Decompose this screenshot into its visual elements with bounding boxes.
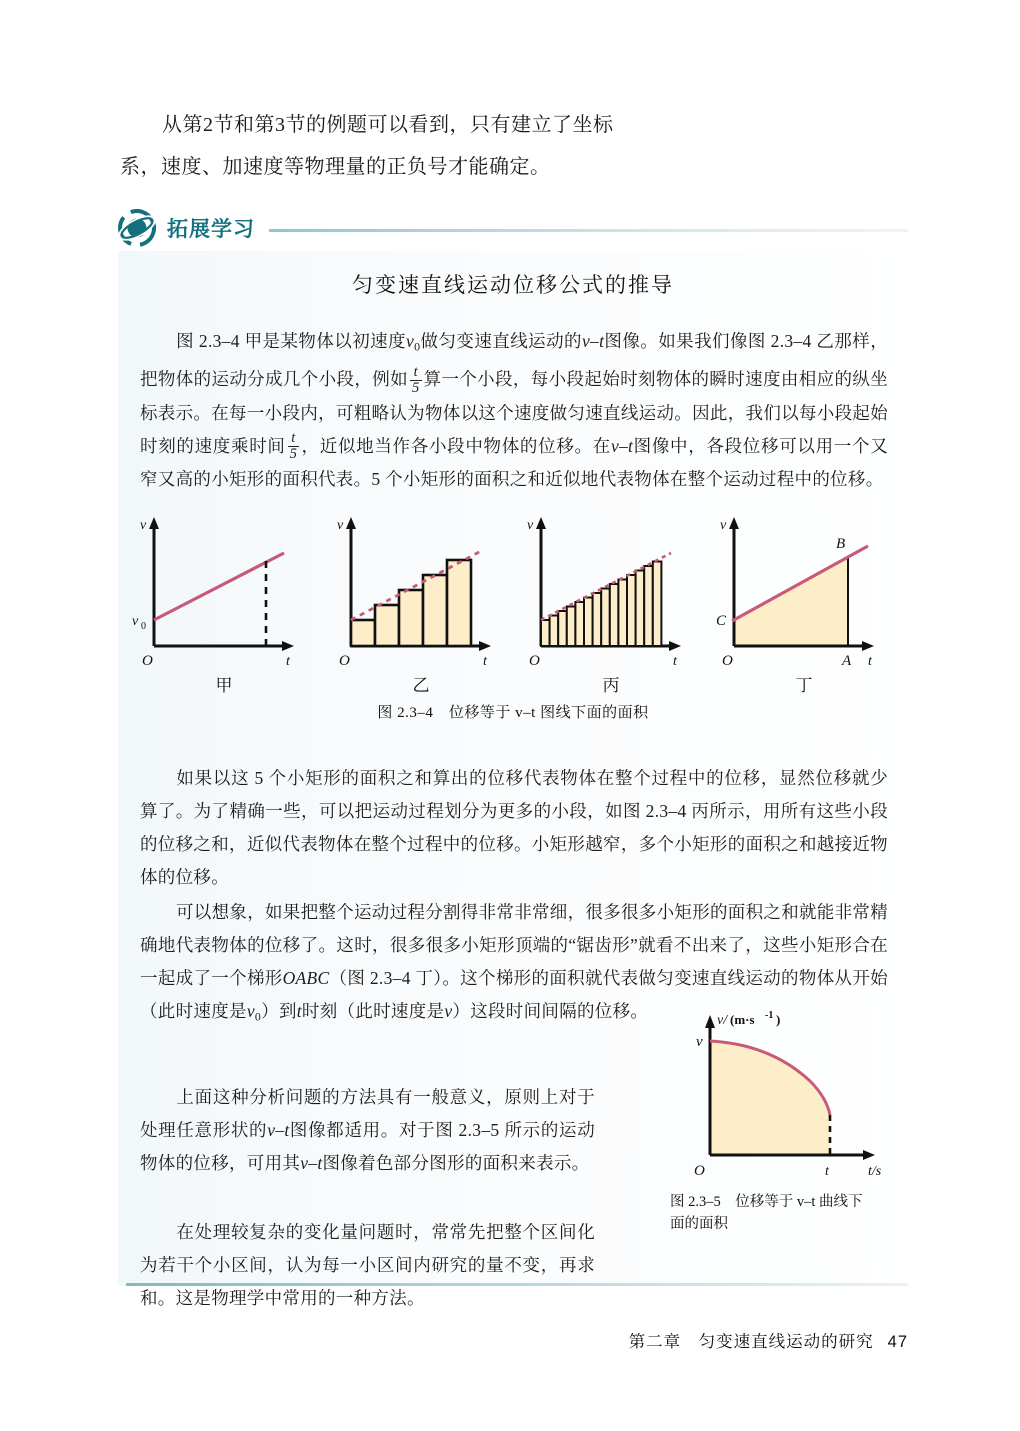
svg-text:t/s: t/s (868, 1164, 882, 1179)
footer-chapter: 第二章 匀变速直线运动的研究 (628, 1332, 874, 1351)
fraction-t-over-5-b (288, 431, 300, 462)
p1-seg-f: 图像中，各段位移可以用一个又窄又高的小矩形的面积代表。5 个小矩形的面积之和近似地代表物体在整个运动过程中的位移。 (140, 435, 888, 489)
p1-vt-1: v–t (581, 331, 605, 351)
figure-234-panel-bing (513, 513, 709, 698)
svg-text:v: v (527, 518, 534, 533)
expansion-study-section (118, 251, 908, 1308)
figure-234-strip (118, 513, 908, 698)
svg-text:t: t (825, 1164, 829, 1179)
p4-seg-a: 上面这种分析问题的方法具有一般意义，原则上对于处理任意形状的 (140, 1087, 595, 1140)
figure-235-caption-line-2: 面的面积 (670, 1216, 728, 1232)
p1-v0-sub: 0 (414, 339, 421, 354)
svg-text:B: B (836, 536, 846, 552)
p2-text: 如果以这 5 个小矩形的面积之和算出的位移代表物体在整个过程中的位移，显然位移就少算了。为了精确一些，可以把运动过程划分为更多的小段，如图 2.3–4 丙所示，用所有这些小段的位移之和，近似代表物体在整个过程中的位移。小矩形越窄，多个小矩形的面积之和越接近物体的位移。 (140, 768, 888, 887)
p1-v0: v (406, 331, 415, 351)
paragraph-1 (140, 325, 888, 496)
svg-text:t: t (868, 654, 872, 669)
p1-seg-a: 图 2.3–4 甲是某物体以初速度 (176, 331, 407, 351)
svg-text:v/: v/ (717, 1013, 728, 1028)
svg-text:0: 0 (141, 621, 146, 632)
planet-icon (118, 209, 156, 247)
figure-234-label-jia: 甲 (215, 676, 233, 695)
paragraph-4-text (140, 1081, 595, 1180)
figure-234-panel-yi (323, 513, 519, 698)
svg-text:v: v (337, 518, 344, 533)
intro-line-1-text: 从第2节和第3节的例题可以看到，只有建立了坐标 (162, 114, 614, 136)
fraction-denominator: 5 (411, 380, 420, 397)
figure-234-panel-jia (126, 513, 322, 698)
svg-text:t: t (286, 654, 290, 669)
p3-seg-b: （图 2.3–4 丁）。这个梯形的面积就代表做匀变速直线运动的物体从开始（此时速度是 (140, 968, 888, 1021)
p5-text: 在处理较复杂的变化量问题时，常常先把整个区间化为若干个小区间，认为每一小区间内研究的量不变，再求和。这是物理学中常用的一种方法。 (140, 1222, 595, 1308)
p1-seg-b: 做匀变速直线运动的 (420, 331, 582, 351)
svg-text:): ) (776, 1012, 781, 1027)
svg-text:v: v (132, 614, 139, 629)
paragraph-2-text (140, 762, 888, 894)
p1-seg-d: 算一个小段，每小段起始时刻物体的瞬时速度由相应的纵坐标表示。在每一小段内，可粗略认为物体以这个速度做匀速直线运动。因此，我们以每小段起始时刻的速度乘时间 (140, 369, 888, 456)
svg-text:t: t (673, 654, 677, 669)
figure-234-panel-ding (706, 513, 902, 698)
fraction-denominator-b: 5 (289, 446, 298, 463)
p1-seg-e: ，近似地当作各小段中物体的位移。在 (301, 435, 611, 456)
svg-text:(m·s: (m·s (730, 1012, 755, 1027)
p4-vt-1: v–t (267, 1120, 290, 1140)
paragraph-1-text (140, 325, 888, 496)
p4-seg-b: 图像都适用。对于图 2.3–5 所示的运动物体的位移，可用其 (140, 1120, 595, 1173)
svg-text:t: t (483, 654, 487, 669)
paragraph-2 (140, 762, 888, 894)
paragraph-5 (140, 1216, 595, 1315)
p3-oabc: OABC (282, 968, 330, 988)
svg-text:A: A (842, 653, 852, 669)
p3-seg-d: 时刻（此时速度是 (301, 1001, 445, 1021)
figure-235 (670, 1007, 905, 1187)
section-title: 匀变速直线运动位移公式的推导 (352, 273, 674, 297)
intro-line-1 (120, 104, 720, 146)
p3-seg-e: ）这段时间间隔的位移。 (452, 1001, 649, 1021)
svg-text:v: v (696, 1034, 703, 1050)
p3-v: v (444, 1001, 453, 1021)
fraction-numerator: t (410, 365, 422, 381)
svg-text:v: v (140, 518, 147, 533)
figure-235-caption (670, 1191, 895, 1235)
banner-rule (269, 229, 908, 232)
p4-seg-c: 图像着色部分图形的面积来表示。 (322, 1153, 590, 1173)
p3-v0: v (246, 1001, 255, 1021)
p3-seg-a: 可以想象，如果把整个运动过程分割得非常非常细，很多很多小矩形的面积之和就能非常精确地代表物体的位移了。这时，很多很多小矩形顶端的“锯齿形”就看不出来了，这些小矩形合在一起成了一个梯形 (140, 902, 888, 988)
p3-v0-sub: 0 (254, 1009, 262, 1024)
svg-text:O: O (722, 653, 733, 669)
page-footer (629, 1328, 908, 1352)
footer-page-number: 47 (887, 1333, 908, 1351)
svg-text:-1: -1 (765, 1010, 774, 1021)
intro-paragraph (120, 104, 720, 188)
p1-seg-c: 图像。如果我们像图 2.3–4 乙那样，把物体的运动分成几个小段，例如 (140, 331, 888, 390)
fraction-numerator-b: t (288, 431, 300, 447)
p3-seg-c: ）到 (261, 1001, 297, 1021)
svg-text:C: C (716, 613, 727, 629)
figure-234-caption: 图 2.3–4 位移等于 v–t 图线下面的面积 (377, 705, 649, 721)
figure-234-label-ding: 丁 (795, 676, 813, 695)
p4-vt-2: v–t (300, 1153, 323, 1173)
figure-234-label-yi: 乙 (412, 676, 430, 695)
banner-title: 拓展学习 (167, 218, 255, 241)
expansion-study-banner (118, 205, 908, 251)
figure-234-label-bing: 丙 (602, 676, 620, 695)
fraction-t-over-5 (410, 365, 422, 396)
figure-235-caption-line-1: 图 2.3–5 位移等于 v–t 曲线下 (670, 1194, 863, 1210)
intro-line-2 (120, 146, 720, 188)
paragraph-4 (140, 1081, 595, 1180)
svg-text:O: O (142, 653, 153, 669)
p1-vt-2: v–t (610, 435, 634, 456)
svg-text:v: v (720, 518, 727, 533)
paragraph-5-text (140, 1216, 595, 1315)
svg-text:O: O (339, 653, 350, 669)
svg-text:O: O (694, 1163, 705, 1179)
svg-text:O: O (529, 653, 540, 669)
intro-line-2-text: 系，速度、加速度等物理量的正负号才能确定。 (120, 156, 551, 178)
p3-t: t (296, 1001, 302, 1021)
